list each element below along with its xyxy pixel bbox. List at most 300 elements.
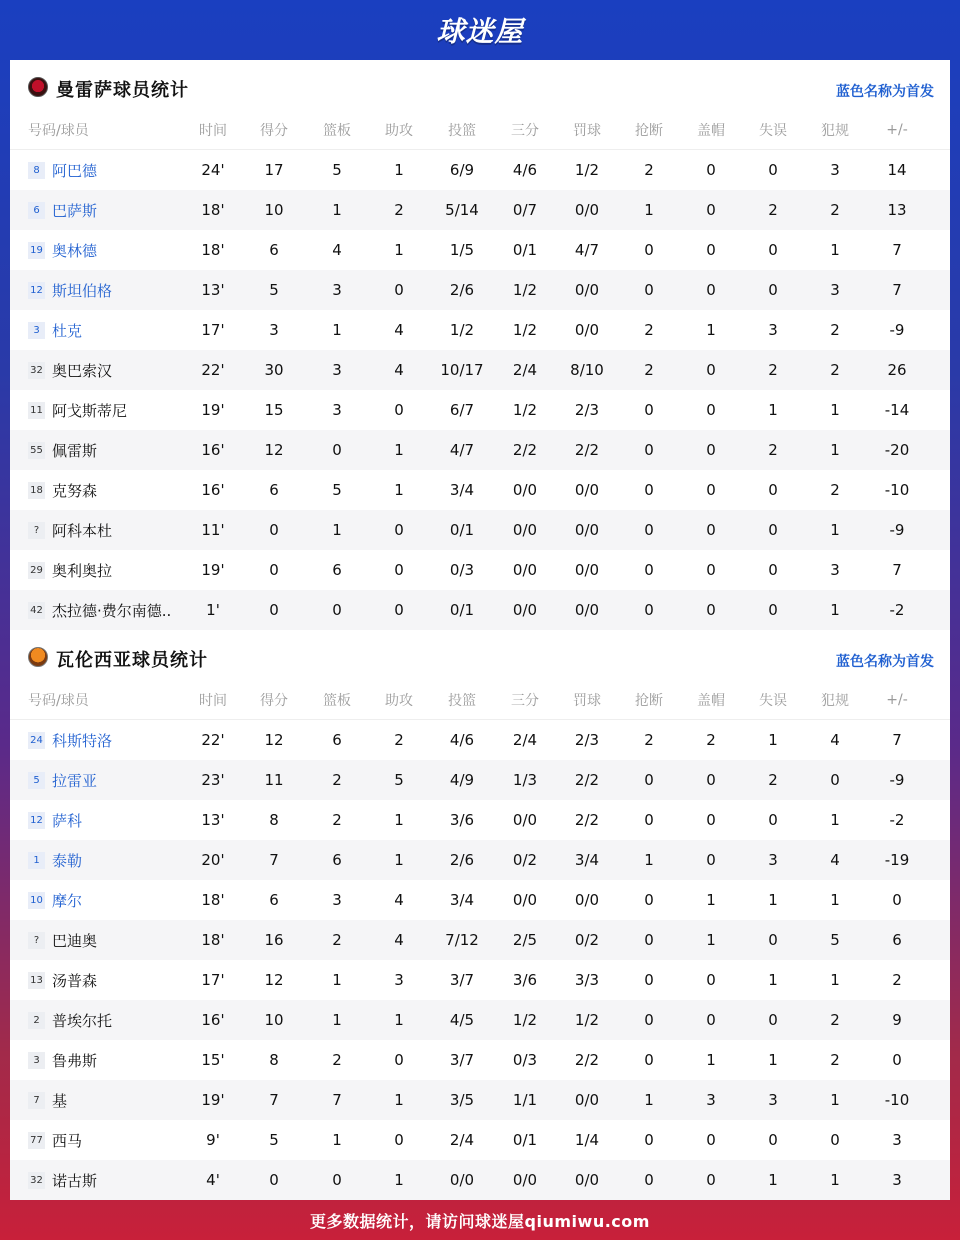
stat-cell: 2/4 — [512, 731, 538, 749]
stat-cell: 17 — [264, 161, 284, 179]
stat-cell: 1 — [830, 971, 840, 989]
stat-cell: 0 — [706, 481, 716, 499]
jersey-number-badge: 3 — [28, 322, 45, 339]
stat-cell: 3 — [332, 361, 342, 379]
stat-cell: 0 — [644, 521, 654, 539]
table-header-row — [10, 110, 950, 150]
stat-cell: 6 — [269, 891, 279, 909]
stat-cell: 1 — [394, 1091, 404, 1109]
stat-cell: 0 — [394, 561, 404, 579]
column-header: 号码/球员 — [28, 122, 89, 139]
stat-cell: 4/7 — [449, 441, 475, 459]
jersey-number-badge: 18 — [28, 482, 45, 499]
stat-cell: 0/1 — [512, 241, 538, 259]
stat-cell: -9 — [889, 521, 905, 539]
stat-cell: 7 — [269, 851, 279, 869]
stat-cell: 0 — [644, 481, 654, 499]
stat-cell: 1 — [830, 1171, 840, 1189]
player-name-link[interactable]: 斯坦伯格 — [52, 281, 113, 300]
stat-cell: 1 — [332, 201, 342, 219]
player-name-link[interactable]: 奥利奥拉 — [52, 561, 113, 580]
jersey-number-badge: 24 — [28, 732, 45, 749]
player-cell — [10, 1170, 184, 1191]
table-row[interactable] — [10, 550, 950, 590]
stat-cell: -14 — [884, 401, 910, 419]
jersey-number-badge: 11 — [28, 402, 45, 419]
stat-cell: 1 — [394, 161, 404, 179]
stat-cell: 4/5 — [449, 1011, 475, 1029]
stat-cell: 3 — [332, 401, 342, 419]
stat-cell: 0 — [394, 521, 404, 539]
jersey-number-badge: ? — [28, 522, 45, 539]
stat-cell: 17' — [201, 321, 225, 339]
jersey-number-badge: 77 — [28, 1132, 45, 1149]
stat-cell: 0 — [332, 1171, 342, 1189]
stat-cell: 1 — [830, 401, 840, 419]
column-header: 罚球 — [573, 692, 601, 709]
stat-cell: 7 — [892, 731, 902, 749]
stat-cell: 0/0 — [574, 561, 600, 579]
column-header: 失误 — [759, 122, 787, 139]
stat-cell: 0 — [706, 1011, 716, 1029]
brand-header — [0, 0, 960, 60]
player-cell — [10, 930, 184, 951]
stat-cell: 1/5 — [449, 241, 475, 259]
stat-cell: 3/4 — [449, 481, 475, 499]
column-header: 三分 — [511, 692, 539, 709]
jersey-number-badge: 3 — [28, 1052, 45, 1069]
stat-cell: 0 — [644, 1051, 654, 1069]
stat-cell: 4' — [206, 1171, 220, 1189]
stat-cell: 2/3 — [574, 731, 600, 749]
stat-cell: 19' — [201, 561, 225, 579]
stat-cell: 0/0 — [574, 891, 600, 909]
player-name-link[interactable]: 阿科本杜 — [52, 521, 113, 540]
stat-cell: 1 — [394, 481, 404, 499]
column-header: 盖帽 — [697, 692, 725, 709]
stat-cell: 3 — [830, 161, 840, 179]
table-row[interactable] — [10, 960, 950, 1000]
stat-cell: 12 — [264, 441, 284, 459]
stat-cell: 0/0 — [512, 891, 538, 909]
stat-cell: 15 — [264, 401, 284, 419]
stat-cell: 1/1 — [512, 1091, 538, 1109]
stat-cell: 6/9 — [449, 161, 475, 179]
table-row[interactable] — [10, 800, 950, 840]
column-header: 抢断 — [635, 692, 663, 709]
stat-cell: 1 — [332, 1131, 342, 1149]
stat-cell: 1/2 — [512, 321, 538, 339]
stat-cell: 3/7 — [449, 1051, 475, 1069]
stat-cell: 8/10 — [570, 361, 604, 379]
jersey-number-badge: 5 — [28, 772, 45, 789]
stat-cell: 5 — [394, 771, 404, 789]
player-name-link[interactable]: 基 — [52, 1091, 68, 1110]
stat-cell: 2 — [892, 971, 902, 989]
table-row[interactable] — [10, 430, 950, 470]
stat-cell: 3/5 — [449, 1091, 475, 1109]
jersey-number-badge: 12 — [28, 812, 45, 829]
player-name-link[interactable]: 泰勒 — [52, 851, 83, 870]
stat-cell: 0 — [768, 241, 778, 259]
player-cell — [10, 730, 184, 751]
stat-cell: 0/7 — [512, 201, 538, 219]
table-row[interactable] — [10, 470, 950, 510]
jersey-number-badge: 19 — [28, 242, 45, 259]
stat-cell: 2 — [394, 201, 404, 219]
stat-cell: 0/0 — [574, 321, 600, 339]
column-header: 得分 — [260, 122, 288, 139]
stat-cell: 0/0 — [574, 481, 600, 499]
stat-cell: 3 — [768, 851, 778, 869]
stat-cell: 16' — [201, 1011, 225, 1029]
stat-cell: 2/5 — [512, 931, 538, 949]
stat-cell: 0 — [768, 931, 778, 949]
player-name-link[interactable]: 阿戈斯蒂尼 — [52, 401, 128, 420]
column-header: 犯规 — [821, 122, 849, 139]
stats-card — [10, 60, 950, 1200]
stat-cell: 0/0 — [512, 561, 538, 579]
stat-cell: 1 — [830, 891, 840, 909]
player-name-link[interactable]: 阿巴德 — [52, 161, 98, 180]
stat-cell: -2 — [889, 601, 905, 619]
player-name-link[interactable]: 佩雷斯 — [52, 441, 98, 460]
stat-cell: 7 — [269, 1091, 279, 1109]
stat-cell: 4 — [332, 241, 342, 259]
stat-cell: 1 — [332, 521, 342, 539]
stat-cell: 1 — [394, 1171, 404, 1189]
stat-cell: 22' — [201, 361, 225, 379]
stat-cell: 6/7 — [449, 401, 475, 419]
stat-cell: 0 — [332, 441, 342, 459]
player-name-link[interactable]: 汤普森 — [52, 971, 98, 990]
stat-cell: 6 — [892, 931, 902, 949]
stat-cell: 8 — [269, 811, 279, 829]
starter-legend-note: 蓝色名称为首发 — [836, 654, 934, 670]
stat-cell: 1 — [644, 201, 654, 219]
column-header: +/- — [886, 691, 908, 708]
column-header: 篮板 — [323, 122, 351, 139]
player-cell — [10, 1130, 184, 1151]
stat-cell: 0 — [706, 811, 716, 829]
player-name-link[interactable]: 鲁弗斯 — [52, 1051, 98, 1070]
stat-cell: 0 — [706, 601, 716, 619]
stat-cell: 0 — [892, 1051, 902, 1069]
starter-legend-note: 蓝色名称为首发 — [836, 84, 934, 100]
stat-cell: 3/7 — [449, 971, 475, 989]
stat-cell: 1 — [394, 811, 404, 829]
stat-cell: 0/0 — [574, 521, 600, 539]
stat-cell: 0 — [706, 201, 716, 219]
stat-cell: 2 — [332, 931, 342, 949]
table-row[interactable] — [10, 760, 950, 800]
stat-cell: 11 — [264, 771, 284, 789]
stat-cell: 4/6 — [512, 161, 538, 179]
stat-cell: 0/0 — [512, 521, 538, 539]
stat-cell: 2/2 — [574, 771, 600, 789]
stat-cell: 3 — [332, 281, 342, 299]
player-cell — [10, 520, 184, 541]
stat-cell: 7 — [892, 281, 902, 299]
stat-cell: 1 — [706, 321, 716, 339]
table-row[interactable] — [10, 510, 950, 550]
stat-cell: 2 — [768, 361, 778, 379]
table-row[interactable] — [10, 230, 950, 270]
stat-cell: 1 — [394, 441, 404, 459]
stat-cell: 7 — [332, 1091, 342, 1109]
player-cell — [10, 320, 184, 341]
stat-cell: 23' — [201, 771, 225, 789]
table-row[interactable] — [10, 880, 950, 920]
player-name-link[interactable]: 奥巴索汉 — [52, 361, 113, 380]
stat-cell: 1 — [830, 1091, 840, 1109]
stat-cell: 3/6 — [449, 811, 475, 829]
stat-cell: 0/0 — [574, 1091, 600, 1109]
stat-cell: 0 — [644, 281, 654, 299]
table-row[interactable] — [10, 1080, 950, 1120]
stat-cell: 1/2 — [574, 1011, 600, 1029]
stat-cell: 0 — [644, 931, 654, 949]
jersey-number-badge: 12 — [28, 282, 45, 299]
stat-cell: 2 — [644, 161, 654, 179]
stat-cell: 2 — [830, 321, 840, 339]
stat-cell: 1 — [768, 401, 778, 419]
player-name-link[interactable]: 普埃尔托 — [52, 1011, 113, 1030]
player-name-link[interactable]: 拉雷亚 — [52, 771, 98, 790]
table-row[interactable] — [10, 720, 950, 760]
stat-cell: 4/9 — [449, 771, 475, 789]
stat-cell: 2 — [644, 321, 654, 339]
table-row[interactable] — [10, 270, 950, 310]
player-name-link[interactable]: 科斯特洛 — [52, 731, 113, 750]
stat-cell: 0 — [644, 1131, 654, 1149]
player-name-link[interactable]: 摩尔 — [52, 891, 83, 910]
player-cell — [10, 160, 184, 181]
table-row[interactable] — [10, 150, 950, 190]
stat-cell: 0 — [768, 281, 778, 299]
player-name-link[interactable]: 巴萨斯 — [52, 201, 98, 220]
stat-cell: 0 — [644, 771, 654, 789]
footer-banner[interactable] — [0, 1200, 960, 1240]
stat-cell: 18' — [201, 201, 225, 219]
stat-cell: 2/2 — [512, 441, 538, 459]
stat-cell: 0 — [269, 561, 279, 579]
stat-cell: 1 — [394, 1011, 404, 1029]
stat-cell: 1 — [830, 241, 840, 259]
stat-cell: 19' — [201, 1091, 225, 1109]
stat-cell: 0 — [644, 971, 654, 989]
stat-cell: 1/2 — [512, 1011, 538, 1029]
stat-cell: 8 — [269, 1051, 279, 1069]
stat-cell: 0 — [706, 771, 716, 789]
stat-cell: 16' — [201, 441, 225, 459]
jersey-number-badge: 29 — [28, 562, 45, 579]
stat-cell: -19 — [884, 851, 910, 869]
stat-cell: 0/0 — [574, 601, 600, 619]
stat-cell: 20' — [201, 851, 225, 869]
stat-cell: 3 — [768, 1091, 778, 1109]
jersey-number-badge: 32 — [28, 362, 45, 379]
table-row[interactable] — [10, 190, 950, 230]
stat-cell: 4 — [394, 321, 404, 339]
stat-cell: 16 — [264, 931, 284, 949]
column-header: 抢断 — [635, 122, 663, 139]
stat-cell: 15' — [201, 1051, 225, 1069]
stat-cell: 12 — [264, 971, 284, 989]
stat-cell: 22' — [201, 731, 225, 749]
stat-cell: 18' — [201, 241, 225, 259]
stat-cell: 1 — [706, 931, 716, 949]
stat-cell: 10/17 — [440, 361, 484, 379]
table-row[interactable] — [10, 1000, 950, 1040]
player-name-link[interactable]: 杰拉德·费尔南德.. — [52, 601, 172, 620]
stat-cell: 2/2 — [574, 1051, 600, 1069]
stat-cell: 0 — [892, 891, 902, 909]
stat-cell: 0 — [644, 561, 654, 579]
player-cell — [10, 360, 184, 381]
stat-cell: 2 — [706, 731, 716, 749]
stat-cell: 2 — [768, 201, 778, 219]
stat-cell: 2 — [830, 1051, 840, 1069]
stat-cell: 1 — [706, 1051, 716, 1069]
stat-cell: 1 — [394, 851, 404, 869]
table-row[interactable] — [10, 350, 950, 390]
stat-cell: 2 — [644, 361, 654, 379]
stat-cell: 1 — [830, 521, 840, 539]
player-name-link[interactable]: 诺古斯 — [52, 1171, 98, 1190]
stat-cell: 1/4 — [574, 1131, 600, 1149]
stat-cell: 3 — [892, 1131, 902, 1149]
stat-cell: 0 — [706, 161, 716, 179]
stat-cell: 12 — [264, 731, 284, 749]
table-row[interactable] — [10, 590, 950, 630]
stat-cell: 1/2 — [574, 161, 600, 179]
stat-cell: 1 — [830, 601, 840, 619]
stat-cell: 9 — [892, 1011, 902, 1029]
player-cell — [10, 850, 184, 871]
stat-cell: 0/2 — [574, 931, 600, 949]
stat-cell: 17' — [201, 971, 225, 989]
stat-cell: 13' — [201, 811, 225, 829]
jersey-number-badge: ? — [28, 932, 45, 949]
jersey-number-badge: 6 — [28, 202, 45, 219]
player-cell — [10, 1090, 184, 1111]
stat-cell: 6 — [332, 561, 342, 579]
stat-cell: 3 — [706, 1091, 716, 1109]
stat-cell: 0/3 — [449, 561, 475, 579]
table-row[interactable] — [10, 310, 950, 350]
stat-cell: 0 — [644, 811, 654, 829]
column-header: 失误 — [759, 692, 787, 709]
stat-cell: 0 — [644, 891, 654, 909]
team-section-title: 曼雷萨球员统计 — [56, 80, 189, 101]
stat-cell: 0/0 — [512, 811, 538, 829]
stat-cell: 0 — [644, 441, 654, 459]
stat-cell: 0/1 — [449, 601, 475, 619]
stat-cell: 1/2 — [449, 321, 475, 339]
table-header-row — [10, 680, 950, 720]
stat-cell: 6 — [269, 481, 279, 499]
manresa-logo-icon — [28, 77, 48, 97]
stat-cell: 1 — [768, 731, 778, 749]
player-cell — [10, 600, 184, 621]
footer-text[interactable]: 更多数据统计，请访问球迷屋qiumiwu.com — [310, 1211, 650, 1231]
table-row[interactable] — [10, 390, 950, 430]
stat-cell: 2 — [394, 731, 404, 749]
player-name-link[interactable]: 奥林德 — [52, 241, 98, 260]
stat-cell: 10 — [264, 201, 284, 219]
stat-cell: 1' — [206, 601, 220, 619]
stat-cell: 1 — [332, 1011, 342, 1029]
stat-cell: 4/7 — [574, 241, 600, 259]
stat-cell: 4 — [394, 931, 404, 949]
stat-cell: 2 — [644, 731, 654, 749]
stat-cell: 1 — [644, 1091, 654, 1109]
player-name-link[interactable]: 克努森 — [52, 481, 98, 500]
stat-cell: 2 — [830, 481, 840, 499]
stat-cell: 3/6 — [512, 971, 538, 989]
stat-cell: 13 — [887, 201, 907, 219]
stat-cell: 0 — [706, 521, 716, 539]
stat-cell: 10 — [264, 1011, 284, 1029]
stat-cell: 0 — [332, 601, 342, 619]
stat-cell: 3 — [830, 281, 840, 299]
stat-cell: 3/3 — [574, 971, 600, 989]
stat-cell: 0/2 — [512, 851, 538, 869]
stat-cell: 0/0 — [512, 1171, 538, 1189]
player-name-link[interactable]: 萨科 — [52, 811, 83, 830]
stat-cell: 2 — [332, 771, 342, 789]
stat-cell: 2 — [830, 201, 840, 219]
table-row[interactable] — [10, 840, 950, 880]
player-cell — [10, 970, 184, 991]
stat-cell: 1 — [830, 811, 840, 829]
stat-cell: 4 — [830, 731, 840, 749]
stat-cell: 3 — [768, 321, 778, 339]
stat-cell: 0 — [644, 1171, 654, 1189]
table-row[interactable] — [10, 1040, 950, 1080]
stat-cell: -10 — [884, 1091, 910, 1109]
table-row[interactable] — [10, 1160, 950, 1200]
stat-cell: 2 — [332, 811, 342, 829]
stat-cell: 0 — [394, 281, 404, 299]
table-row[interactable] — [10, 1120, 950, 1160]
stat-cell: 0 — [706, 361, 716, 379]
stat-cell: 2/2 — [574, 811, 600, 829]
stat-cell: 2/3 — [574, 401, 600, 419]
stat-cell: 0 — [394, 601, 404, 619]
stat-cell: 1 — [394, 241, 404, 259]
player-name-link[interactable]: 杜克 — [52, 321, 83, 340]
stat-cell: 1 — [830, 441, 840, 459]
stat-cell: 0 — [768, 521, 778, 539]
table-row[interactable] — [10, 920, 950, 960]
stat-cell: 6 — [332, 851, 342, 869]
stat-cell: 1 — [768, 1171, 778, 1189]
stat-cell: -10 — [884, 481, 910, 499]
stat-cell: 6 — [269, 241, 279, 259]
stat-cell: 24' — [201, 161, 225, 179]
stat-cell: 5 — [332, 481, 342, 499]
player-name-link[interactable]: 巴迪奥 — [52, 931, 98, 950]
stat-cell: 5/14 — [445, 201, 479, 219]
stat-cell: 3 — [269, 321, 279, 339]
stat-cell: 1 — [332, 321, 342, 339]
stat-cell: 0 — [644, 601, 654, 619]
stat-cell: 0 — [706, 441, 716, 459]
player-name-link[interactable]: 西马 — [52, 1131, 83, 1150]
stat-cell: 0 — [644, 241, 654, 259]
